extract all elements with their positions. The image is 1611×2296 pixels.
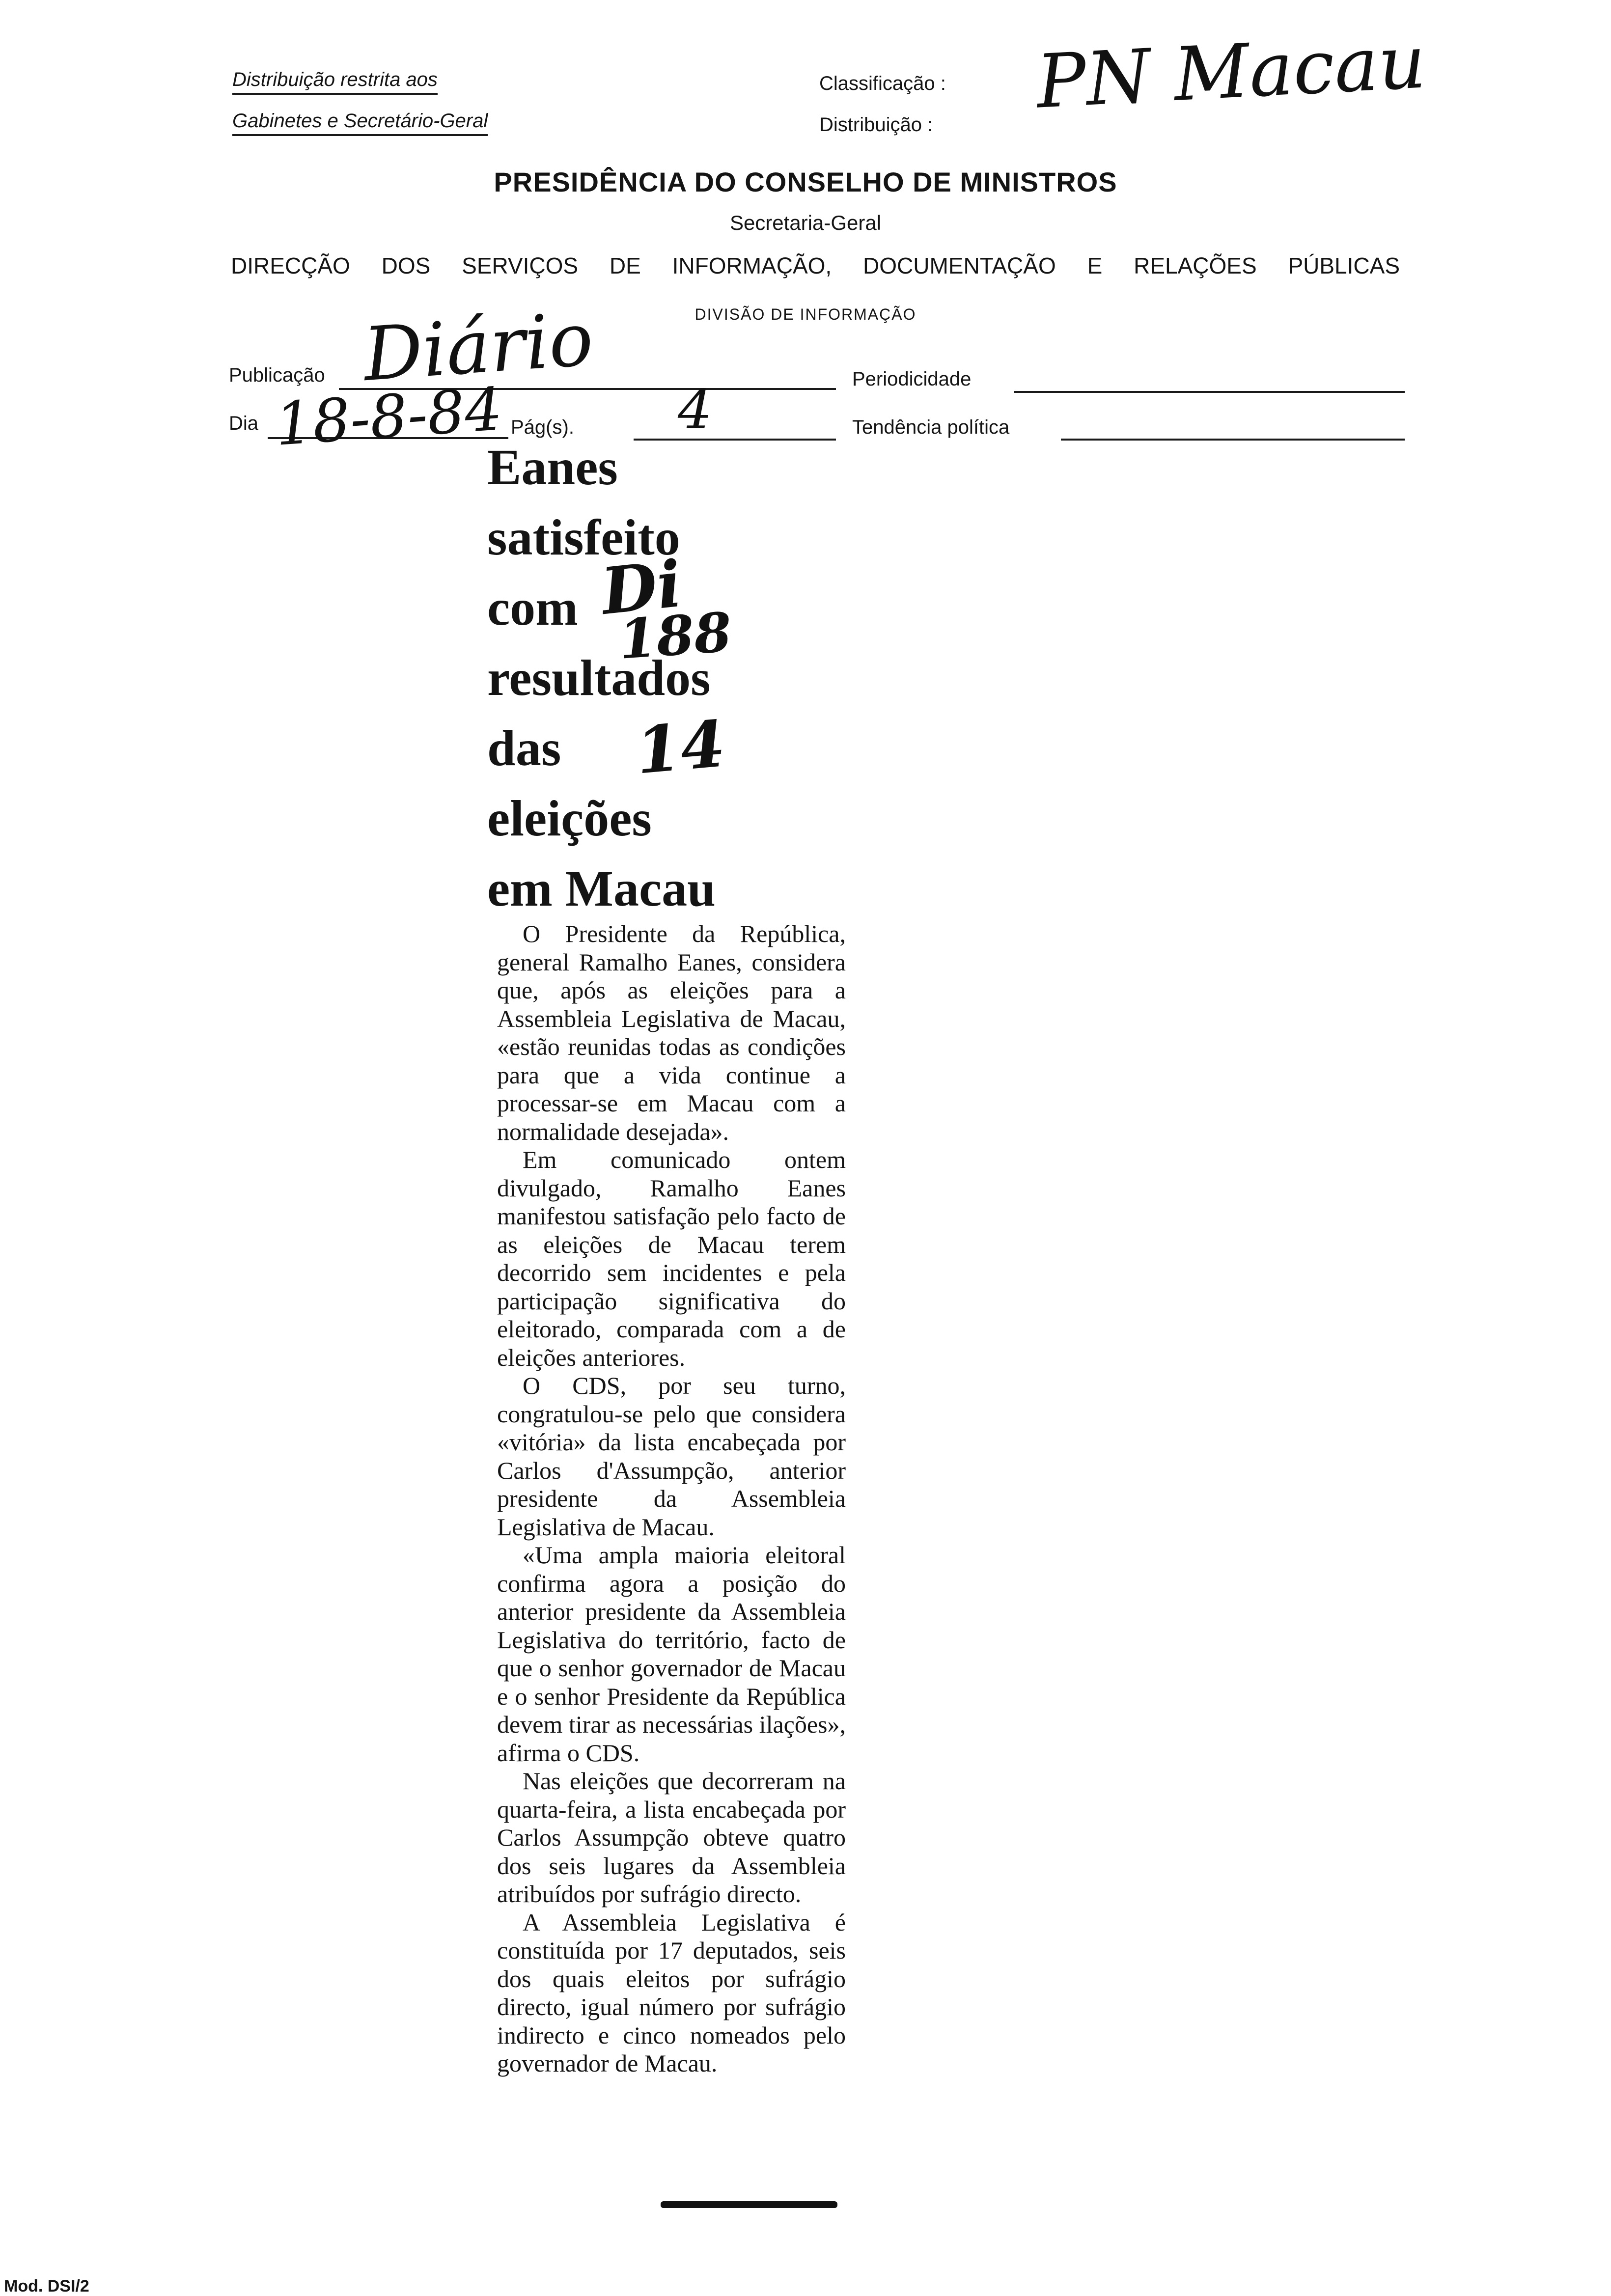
periodicity-field-line [1014,391,1405,393]
publication-label: Publicação [229,364,325,386]
handwritten-annotation: 14 [633,706,728,789]
org-division: DIVISÃO DE INFORMAÇÃO [694,305,917,323]
distribution-label: Distribuição : [819,114,933,136]
article-end-rule [661,2201,837,2208]
headline-line: em Macau [487,860,716,917]
periodicity-label: Periodicidade [852,368,972,390]
pages-label: Pág(s). [511,416,574,438]
headline-line: das [487,720,561,776]
article-body [497,920,846,2078]
handwritten-annotation: 188 [616,600,734,671]
article-headline [487,432,831,924]
pages-value-handwritten: 4 [678,378,712,441]
article-paragraph: O Presidente da República, general Ramalho Eanes, considera que, após as eleições para a Assembleia Legislativa de Macau, «estão reunidas todas as condições para que a vida continue a processar-se em Macau com a normalidade desejada». [497,920,846,1145]
distribution-restricted-line2: Gabinetes e Secretário-Geral [232,110,488,136]
distribution-restricted-line1: Distribuição restrita aos [232,69,438,95]
headline-line: eleições [487,790,652,847]
org-directorate: DIRECÇÃO DOS SERVIÇOS DE INFORMAÇÃO, DOCUMENTAÇÃO E RELAÇÕES PÚBLICAS [231,253,1400,278]
article-paragraph: Nas eleições que decorreram na quarta-feira, a lista encabeçada por Carlos Assumpção obteve quatro dos seis lugares da Assembleia atribuídos por sufrágio directo. [497,1767,846,1908]
headline-line: resultados [487,650,711,706]
article-paragraph: A Assembleia Legislativa é constituída por 17 deputados, seis dos quais eleitos por sufrágio directo, igual número por sufrágio indirecto e cinco nomeados pelo governador de Macau. [497,1908,846,2077]
org-title: PRESIDÊNCIA DO CONSELHO DE MINISTROS [494,166,1117,197]
form-code: Mod. DSI/2 [4,2277,89,2296]
handwritten-annotation: Di [598,546,685,630]
article-paragraph: Em comunicado ontem divulgado, Ramalho Eanes manifestou satisfação pelo facto de as eleições de Macau terem decorrido sem incidentes e pela participação significativa do eleitorado, comparada com a de eleições anteriores. [497,1146,846,1371]
classification-label: Classificação : [819,73,946,94]
org-subtitle: Secretaria-Geral [729,211,882,234]
day-label: Dia [229,413,259,434]
political-tendency-label: Tendência política [852,416,1010,438]
day-value-handwritten: 18-8-84 [273,375,505,459]
article-paragraph: «Uma ampla maioria eleitoral confirma agora a posição do anterior presidente da Assembleia Legislativa do território, facto de que o senhor governador de Macau e o senhor Presidente da República devem tirar as necessárias ilações», afirma o CDS. [497,1541,846,1767]
handwritten-classification: PN Macau [1034,19,1428,125]
publication-value-handwritten: Diário [361,296,596,398]
headline-line: satisfeito [487,509,680,566]
political-tendency-field-line [1061,439,1405,441]
article-paragraph: O CDS, por seu turno, congratulou-se pelo que considera «vitória» da lista encabeçada por Carlos d'Assumpção, anterior presidente da Assembleia Legislativa de Macau. [497,1372,846,1541]
headline-line: com [487,580,578,636]
headline-line: Eanes [487,439,618,496]
